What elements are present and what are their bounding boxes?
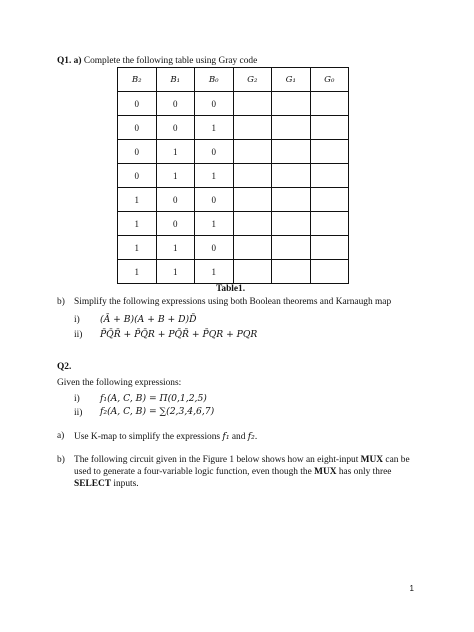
table-cell[interactable] bbox=[310, 92, 349, 116]
q2-item-ii-label: ii) bbox=[74, 408, 83, 418]
header-b1: B₁ bbox=[156, 68, 195, 92]
table-cell: 0 bbox=[118, 92, 157, 116]
table-cell[interactable] bbox=[310, 164, 349, 188]
table-cell[interactable] bbox=[310, 140, 349, 164]
table-cell[interactable] bbox=[310, 212, 349, 236]
table-row bbox=[118, 188, 349, 212]
q1-label: Q1. a) bbox=[57, 56, 82, 66]
table-cell: 0 bbox=[195, 92, 234, 116]
table-cell[interactable] bbox=[272, 116, 311, 140]
table-caption: Table1. bbox=[216, 284, 246, 294]
table-cell[interactable] bbox=[310, 260, 349, 284]
table-cell[interactable] bbox=[272, 260, 311, 284]
q2-heading: Q2. bbox=[57, 362, 72, 372]
table-cell[interactable] bbox=[272, 188, 311, 212]
table-cell: 1 bbox=[195, 116, 234, 140]
q1-text: Complete the following table using Gray code bbox=[83, 56, 258, 66]
q2-item-i-label: i) bbox=[74, 394, 80, 404]
table-cell[interactable] bbox=[233, 140, 272, 164]
table-cell: 0 bbox=[156, 188, 195, 212]
table-cell: 1 bbox=[156, 260, 195, 284]
q2b-line1: The following circuit given in the Figure 1 below shows how an eight-input MUX can be bbox=[74, 455, 410, 465]
table-cell: 1 bbox=[118, 212, 157, 236]
table-cell: 1 bbox=[156, 140, 195, 164]
header-g1: G₁ bbox=[272, 68, 311, 92]
q1-heading bbox=[57, 56, 257, 66]
table-cell: 1 bbox=[118, 188, 157, 212]
table-cell: 1 bbox=[195, 212, 234, 236]
table-cell: 0 bbox=[118, 164, 157, 188]
table-cell[interactable] bbox=[272, 212, 311, 236]
q2b-line2: used to generate a four-variable logic function, even though the MUX has only three bbox=[74, 467, 392, 477]
table-cell[interactable] bbox=[233, 188, 272, 212]
header-b2: B₂ bbox=[118, 68, 157, 92]
q1b-text: Simplify the following expressions using both Boolean theorems and Karnaugh map bbox=[74, 297, 392, 307]
table-row bbox=[118, 116, 349, 140]
header-b0: B₀ bbox=[195, 68, 234, 92]
table-cell[interactable] bbox=[272, 236, 311, 260]
q2-intro: Given the following expressions: bbox=[57, 378, 182, 388]
table-cell[interactable] bbox=[272, 92, 311, 116]
q1b-item-i-label: i) bbox=[74, 315, 80, 325]
table-cell[interactable] bbox=[310, 236, 349, 260]
table-cell[interactable] bbox=[233, 116, 272, 140]
table-cell[interactable] bbox=[272, 164, 311, 188]
page-number: 1 bbox=[409, 584, 414, 593]
q2a-text: Use K-map to simplify the expressions f₁ and f₂. bbox=[74, 431, 258, 442]
table-cell: 1 bbox=[118, 236, 157, 260]
table-cell[interactable] bbox=[233, 92, 272, 116]
table-cell: 0 bbox=[118, 116, 157, 140]
table-cell[interactable] bbox=[272, 140, 311, 164]
table-row bbox=[118, 92, 349, 116]
table-row bbox=[118, 260, 349, 284]
table-row bbox=[118, 140, 349, 164]
table-row bbox=[118, 236, 349, 260]
header-g0: G₀ bbox=[310, 68, 349, 92]
q1b-item-ii-expr: P̄Q̄R̄ + P̄Q̄R + PQ̄R̄ + P̄QR + PQR bbox=[100, 329, 258, 340]
q2b-line3: SELECT inputs. bbox=[74, 479, 139, 489]
table-cell: 0 bbox=[156, 212, 195, 236]
q2a-label: a) bbox=[57, 431, 65, 441]
table-row bbox=[118, 164, 349, 188]
q1b-item-i-expr: (Ā + B)(A + B + D)D̄ bbox=[100, 314, 197, 325]
table-cell: 1 bbox=[118, 260, 157, 284]
gray-code-table bbox=[117, 67, 349, 284]
table-cell: 0 bbox=[156, 116, 195, 140]
table-cell: 0 bbox=[195, 188, 234, 212]
table-cell: 0 bbox=[195, 140, 234, 164]
table-cell[interactable] bbox=[233, 236, 272, 260]
table-cell: 0 bbox=[195, 236, 234, 260]
table-cell[interactable] bbox=[310, 188, 349, 212]
table-cell: 1 bbox=[156, 164, 195, 188]
q2b-label: b) bbox=[57, 455, 65, 465]
table-cell[interactable] bbox=[233, 260, 272, 284]
table-cell: 1 bbox=[195, 260, 234, 284]
table-cell[interactable] bbox=[233, 164, 272, 188]
table-cell: 1 bbox=[195, 164, 234, 188]
table-cell[interactable] bbox=[310, 116, 349, 140]
table-row bbox=[118, 212, 349, 236]
header-g2: G₂ bbox=[233, 68, 272, 92]
table-cell: 0 bbox=[156, 92, 195, 116]
q1b-label: b) bbox=[57, 297, 65, 307]
q2-item-i-expr: f₁(A, C, B) = Π(0,1,2,5) bbox=[100, 393, 207, 404]
q2-item-ii-expr: f₂(A, C, B) = ∑(2,3,4,6,7) bbox=[100, 406, 215, 417]
table-cell[interactable] bbox=[233, 212, 272, 236]
table-cell: 1 bbox=[156, 236, 195, 260]
q1b-item-ii-label: ii) bbox=[74, 330, 83, 340]
table-header-row bbox=[118, 68, 349, 92]
table-cell: 0 bbox=[118, 140, 157, 164]
